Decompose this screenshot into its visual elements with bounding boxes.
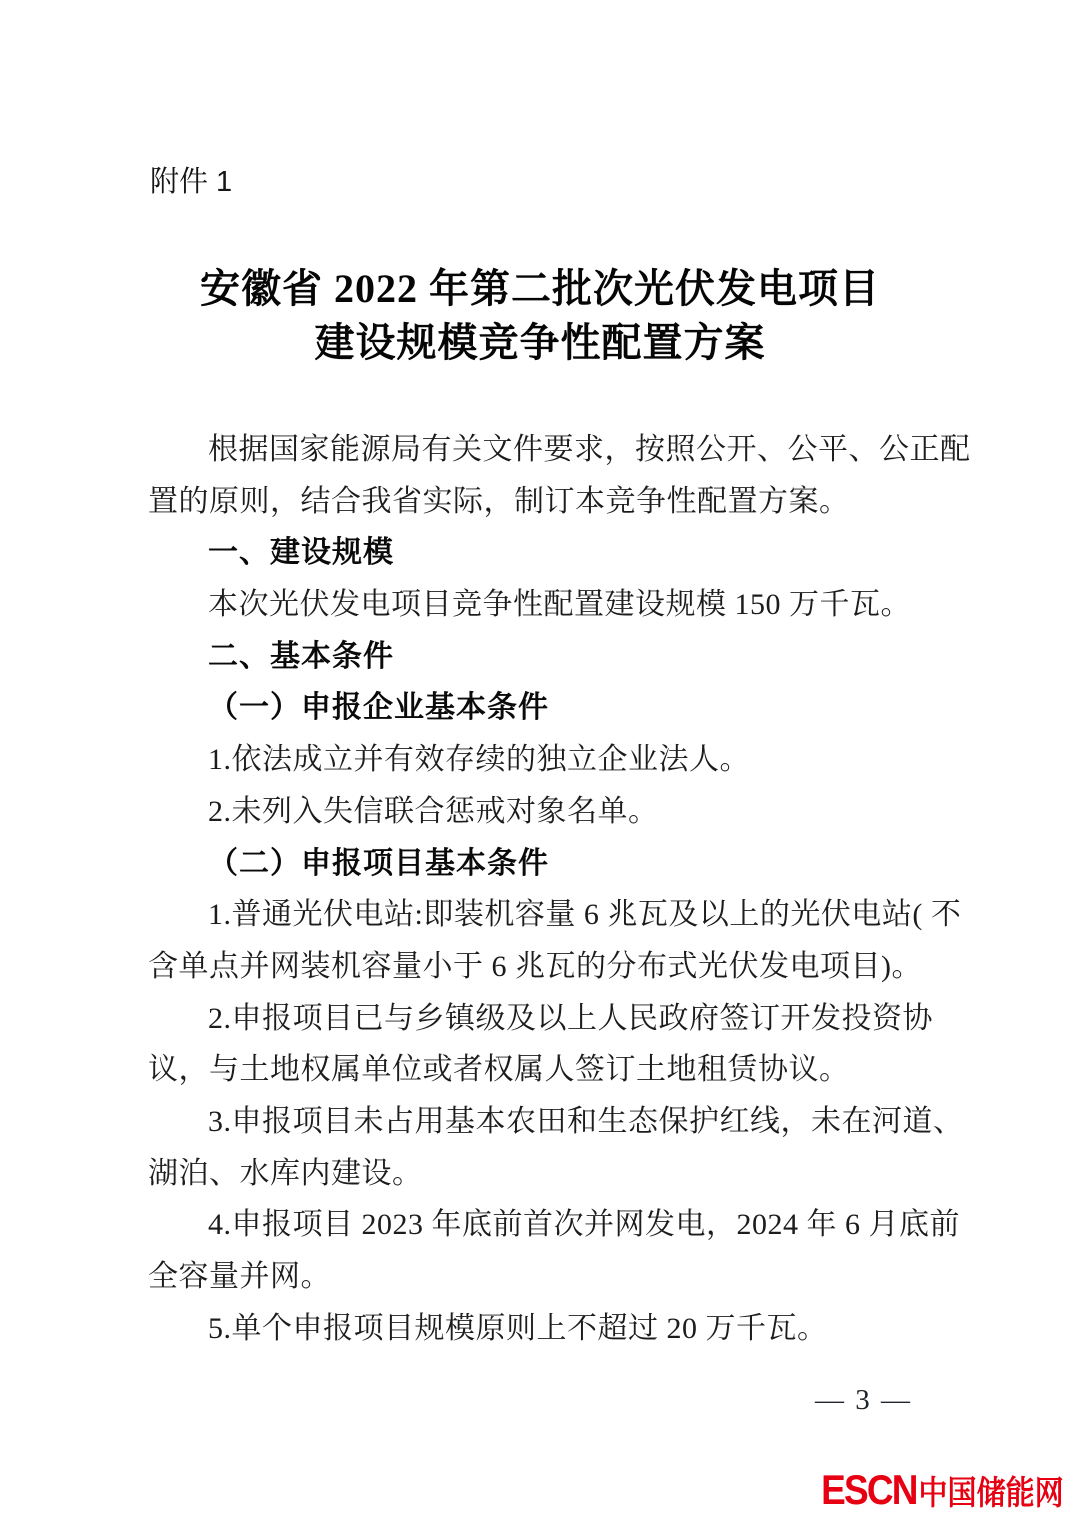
body-line: 本次光伏发电项目竞争性配置建设规模 150 万千瓦。 bbox=[208, 588, 911, 622]
document-title-line-1: 安徽省 2022 年第二批次光伏发电项目 bbox=[200, 266, 880, 311]
attachment-label: 附件 1 bbox=[150, 166, 233, 198]
body-line: 1.依法成立并有效存续的独立企业法人。 bbox=[208, 743, 750, 777]
watermark-latin-text: ESCN bbox=[821, 1466, 918, 1513]
body-line: 根据国家能源局有关文件要求，按照公开、公平、公正配 bbox=[208, 433, 971, 466]
body-line: 5.单个申报项目规模原则上不超过 20 万千瓦。 bbox=[208, 1311, 828, 1345]
document-body bbox=[148, 424, 971, 1354]
watermark-logo bbox=[821, 1466, 1064, 1513]
body-line: 3.申报项目未占用基本农田和生态保护红线，未在河道、 bbox=[208, 1104, 964, 1138]
document-title bbox=[90, 262, 990, 370]
body-line: 湖泊、水库内建设。 bbox=[148, 1156, 423, 1190]
document-title-line-2: 建设规模竞争性配置方案 bbox=[314, 320, 766, 365]
body-line: 置的原则，结合我省实际，制订本竞争性配置方案。 bbox=[148, 484, 850, 518]
body-line: 4.申报项目 2023 年底前首次并网发电，2024 年 6 月底前 bbox=[208, 1208, 960, 1242]
body-line: 2.未列入失信联合惩戒对象名单。 bbox=[208, 794, 659, 828]
section-heading: （二）申报项目基本条件 bbox=[208, 846, 549, 880]
section-heading: 二、基本条件 bbox=[208, 639, 394, 673]
watermark-cjk-text: 中国储能网 bbox=[918, 1474, 1064, 1511]
page-number: — 3 — bbox=[815, 1384, 912, 1416]
section-heading: （一）申报企业基本条件 bbox=[208, 691, 549, 725]
body-line: 1.普通光伏电站:即装机容量 6 兆瓦及以上的光伏电站( 不 bbox=[208, 898, 962, 932]
body-line: 含单点并网装机容量小于 6 兆瓦的分布式光伏发电项目)。 bbox=[148, 949, 922, 983]
body-line: 2.申报项目已与乡镇级及以上人民政府签订开发投资协 bbox=[208, 1001, 933, 1035]
section-heading: 一、建设规模 bbox=[208, 536, 394, 570]
body-line: 全容量并网。 bbox=[148, 1260, 331, 1293]
body-line: 议，与土地权属单位或者权属人签订土地租赁协议。 bbox=[148, 1053, 850, 1087]
